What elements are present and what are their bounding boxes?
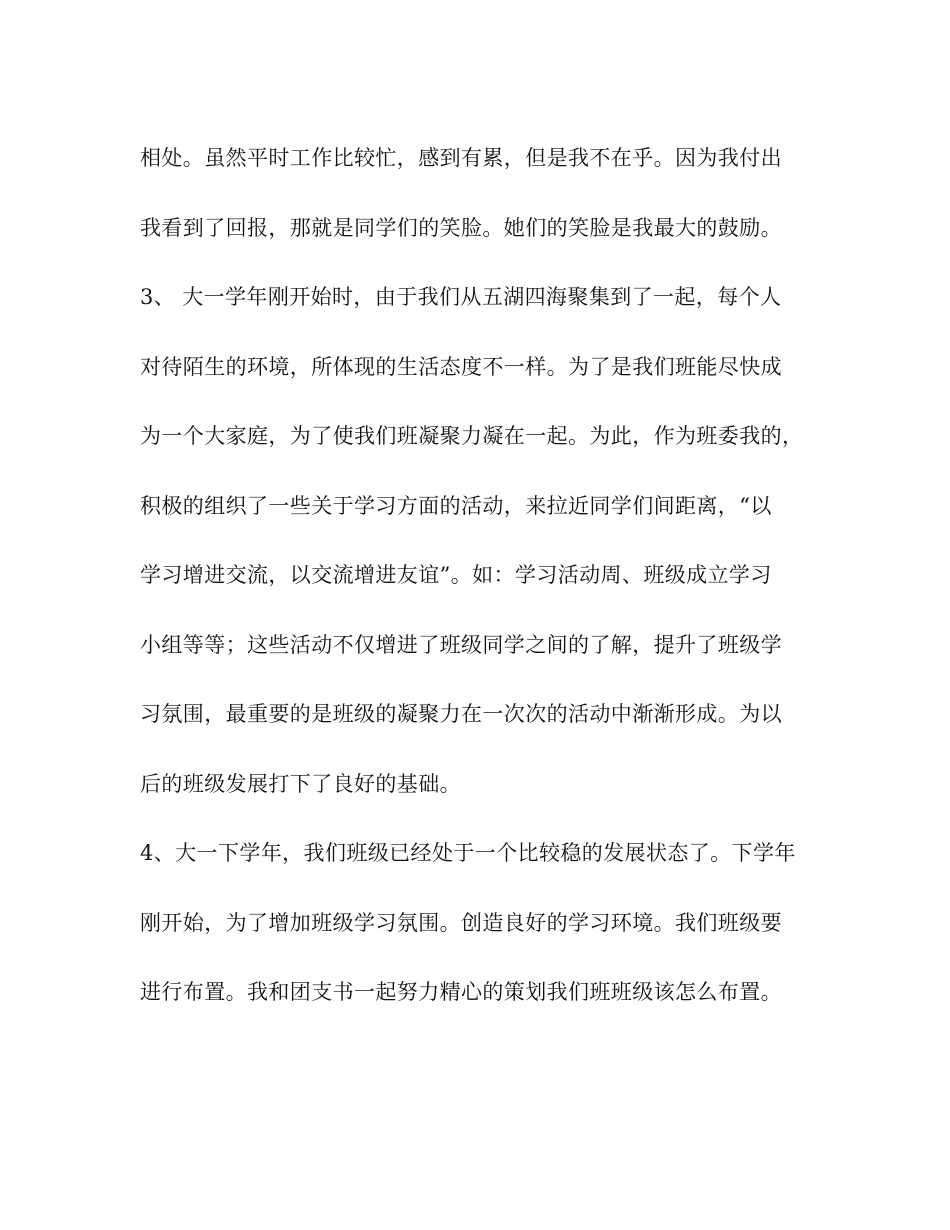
text-line: 3、 大一学年刚开始时，由于我们从五湖四海聚集到了一起，每个人 [140,285,782,309]
body-text [140,136,820,1040]
text-line: 积极的组织了一些关于学习方面的活动，来拉近同学们间距离，“以 [140,493,772,518]
text-line: 后的班级发展打下了良好的基础。 [140,771,461,796]
text-line: 对待陌生的环境，所体现的生活态度不一样。为了是我们班能尽快成 [140,354,782,379]
text-line: 进行布置。我和团支书一起努力精心的策划我们班班级该怎么布置。 [140,980,782,1004]
text-line: 习氛围，最重要的是班级的凝聚力在一次次的活动中渐渐形成。为以 [140,702,782,726]
text-line: 小组等等；这些活动不仅增进了班级同学之间的了解，提升了班级学 [140,632,782,657]
text-line: 相处。虽然平时工作比较忙，感到有累，但是我不在乎。因为我付出 [140,146,782,170]
text-line: 4、大一下学年，我们班级已经处于一个比较稳的发展状态了。下学年 [140,841,796,865]
text-line: 为一个大家庭，为了使我们班凝聚力凝在一起。为此，作为班委我的， [140,424,804,448]
text-line: 我看到了回报，那就是同学们的笑脸。她们的笑脸是我最大的鼓励。 [140,215,782,240]
text-line: 学习增进交流，以交流增进友谊”。如：学习活动周、班级成立学习 [140,563,772,587]
text-line: 刚开始，为了增加班级学习氛围。创造良好的学习环境。我们班级要 [140,910,782,935]
